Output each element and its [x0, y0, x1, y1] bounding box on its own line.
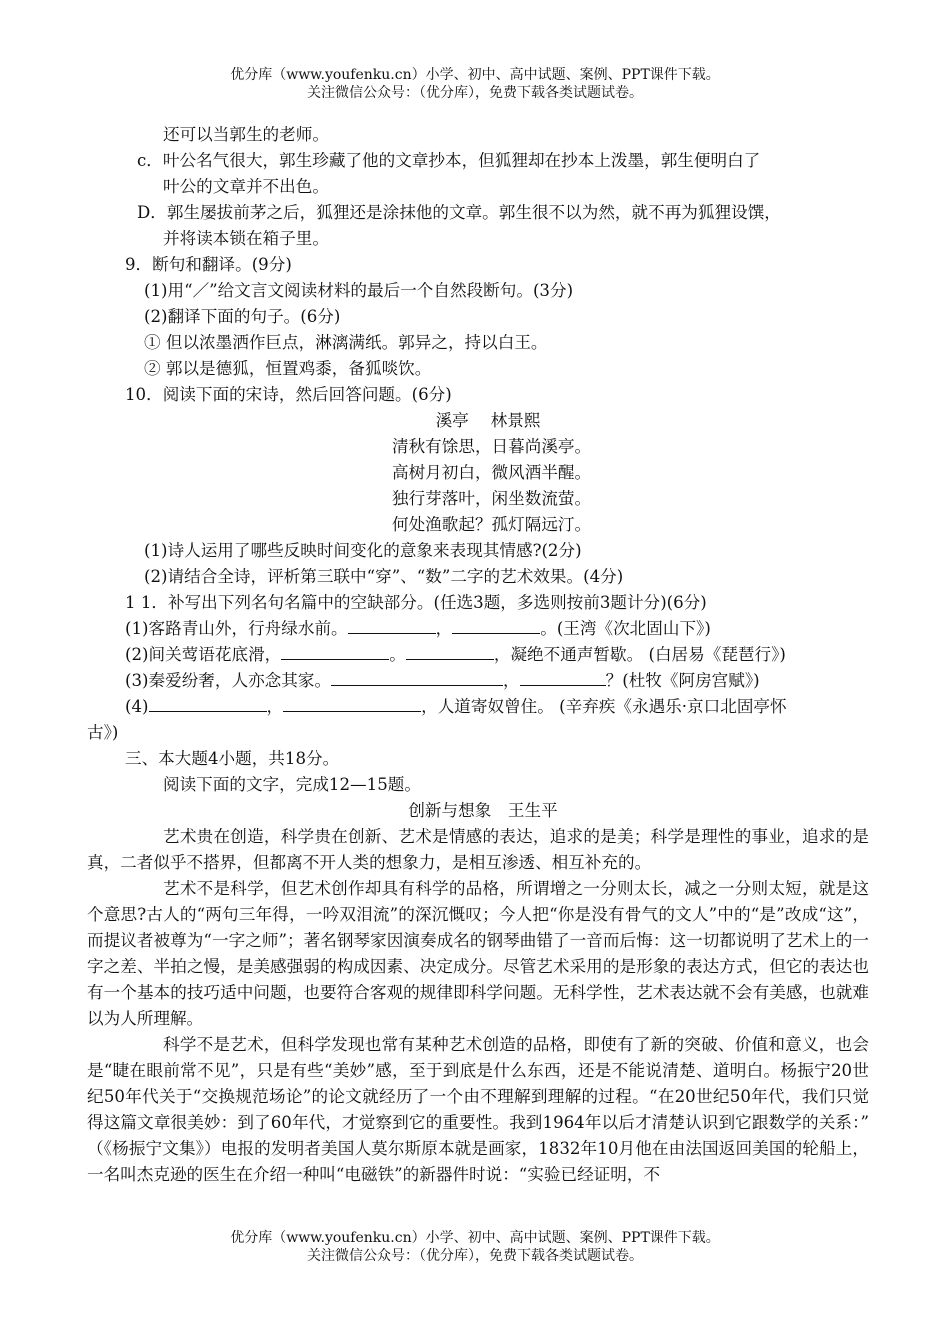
answer-blank[interactable]	[331, 668, 503, 686]
q11-item-2-post: ，凝绝不通声暂歇。 (白居易《琵琶行》)	[493, 645, 786, 664]
q11-item-2	[87, 642, 869, 668]
q11-item-1-post: 。(王湾《次北固山下》)	[540, 619, 711, 638]
document-body	[87, 122, 886, 1188]
answer-blank[interactable]	[348, 616, 436, 634]
answer-blank[interactable]	[281, 642, 389, 660]
q11-item-3-pre: (3)秦爱纷奢，人亦念其家。	[125, 671, 332, 690]
q11-item-3	[87, 668, 869, 694]
q11-item-2-pre: (2)间关莺语花底滑，	[125, 645, 282, 664]
header-line-1: 优分库（www.youfenku.cn）小学、初中、高中试题、案例、PPT课件下载。	[230, 67, 720, 83]
answer-blank[interactable]	[283, 694, 421, 712]
option-c-line-1: c．叶公名气很大，郭生珍藏了他的文章抄本，但狐狸却在抄本上泼墨，郭生便明白了	[137, 151, 761, 170]
option-d-line-1: D．郭生屡拔前茅之后，狐狸还是涂抹他的文章。郭生很不以为然，就不再为狐狸设馔，	[137, 203, 781, 222]
q11-title: 1 1．补写出下列名句名篇中的空缺部分。(任选3题，多选则按前3题计分)(6分)	[125, 593, 707, 612]
answer-blank[interactable]	[520, 668, 606, 686]
q11-item-4-pre: (4)	[125, 697, 149, 716]
q10-sub1: (1)诗人运用了哪些反映时间变化的意象来表现其情感?(2分)	[144, 541, 582, 560]
header-line-2: 关注微信公众号：（优分库），免费下载各类试题试卷。	[307, 85, 643, 101]
q10-title: 10．阅读下面的宋诗，然后回答问题。(6分)	[125, 385, 452, 404]
q11-item-3-post: ？(杜牧《阿房宫赋》)	[605, 671, 760, 690]
option-c-line-2: 叶公的文章并不出色。	[163, 177, 329, 196]
q11-item-1-pre: (1)客路青山外，行舟绿水前。	[125, 619, 348, 638]
footer-line-1: 优分库（www.youfenku.cn）小学、初中、高中试题、案例、PPT课件下载。	[230, 1230, 720, 1246]
q11-item-3-mid: ，	[503, 671, 520, 690]
q9-sub2: (2)翻译下面的句子。(6分)	[144, 307, 341, 326]
q9-title: 9．断句和翻译。(9分)	[125, 255, 292, 274]
article-paragraph-2: 艺术不是科学，但艺术创作却具有科学的品格，所谓增之一分则太长，减之一分则太短，就是这个意思?古人的“两句三年得，一吟双泪流”的深沉慨叹；今人把“你是没有骨气的文人”中的“是”改成“这”，而提议者被尊为“一字之师”；著名钢琴家因演奏成名的钢琴曲错了一音而后悔：这一切都说明了艺术上的一字之差、半拍之慢，是美感强弱的构成因素、决定成分。尽管艺术采用的是形象的表达方式，但它的表达也有一个基本的技巧适中问题，也要符合客观的规律即科学问题。无科学性，艺术表达就不会有美感，也就难以为人所理解。	[87, 879, 869, 1028]
q11-item-4	[87, 694, 869, 720]
q9-sentence-2: ② 郭以是德狐，恒置鸡黍，备狐啖饮。	[144, 359, 432, 378]
section-3-title: 三、本大题4小题，共18分。	[125, 749, 340, 768]
poem-line: 独行芽落叶，闲坐数流萤。	[392, 489, 592, 508]
poem-line: 何处渔歌起？孤灯隔远汀。	[392, 515, 592, 534]
q11-item-4-post: ，人道寄奴曾住。 (辛弃疾《永遇乐·京口北固亭怀	[421, 697, 787, 716]
article-paragraph-3: 科学不是艺术，但科学发现也常有某种艺术创造的品格，即使有了新的突破、价值和意义，也会是“睫在眼前常不见”，只是有些“美妙”感，至于到底是什么东西，还是不能说清楚、道明白。杨振宁20世纪50年代关于“交换规范场论”的论文就经历了一个由不理解到理解的过程。“在20世纪50年代，我们只觉得这篇文章很美妙：到了60年代，才觉察到它的重要性。我到1964年以后才清楚认识到它跟数学的关系：” （《杨振宁文集》）电报的发明者美国人莫尔斯原本就是画家，1832年10月他在由法国返回美国的轮船上，一名叫杰克逊的医生在介绍一种叫“电磁铁”的新器件时说：“实验已经证明，不	[87, 1035, 886, 1184]
answer-blank[interactable]	[406, 642, 494, 660]
q10-sub2: (2)请结合全诗，评析第三联中“穿”、“数”二字的艺术效果。(4分)	[144, 567, 624, 586]
footer-line-2: 关注微信公众号：（优分库），免费下载各类试题试卷。	[307, 1248, 643, 1264]
article-title: 创新与想象 王生平	[408, 801, 558, 820]
page-header	[0, 66, 950, 102]
q11-item-1-mid: ，	[435, 619, 453, 638]
section-3-intro: 阅读下面的文字，完成12—15题。	[163, 775, 421, 794]
option-b-tail: 还可以当郭生的老师。	[163, 125, 329, 144]
q9-sentence-1: ① 但以浓墨洒作巨点，淋漓满纸。郭异之，持以白王。	[144, 333, 548, 352]
q11-item-4-mid: ，	[266, 697, 284, 716]
q11-item-2-mid: 。	[389, 645, 406, 664]
answer-blank[interactable]	[452, 616, 540, 634]
poem-line: 清秋有馀思，日暮尚溪亭。	[392, 437, 592, 456]
option-d-line-2: 并将读本锁在箱子里。	[163, 229, 329, 248]
q11-item-4-tail: 古》)	[87, 723, 119, 742]
q9-sub1: (1)用“／”给文言文阅读材料的最后一个自然段断句。(3分)	[144, 281, 574, 300]
q11-item-1	[87, 616, 869, 642]
poem-title: 溪亭 林景熙	[435, 411, 541, 430]
poem-line: 高树月初白，微风酒半醒。	[392, 463, 592, 482]
article-paragraph-1: 艺术贵在创造，科学贵在创新、艺术是情感的表达，追求的是美；科学是理性的事业，追求的是真，二者似乎不搭界，但都离不开人类的想象力，是相互渗透、相互补充的。	[87, 827, 869, 872]
answer-blank[interactable]	[149, 694, 267, 712]
page-footer	[0, 1229, 950, 1265]
